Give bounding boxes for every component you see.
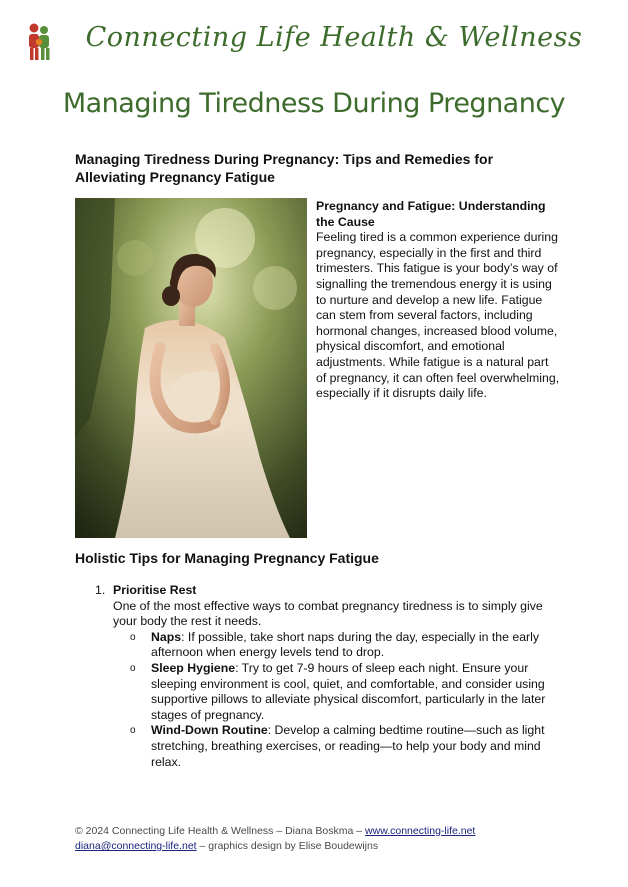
sub-item-text: : Develop a calming bedtime routine—such as light stretching, breathing exercises, or reading—to help your body and mind relax.: [151, 723, 545, 769]
sub-item-text: : If possible, take short naps during the day, especially in the early afternoon when energy levels tend to drop.: [151, 629, 540, 660]
sub-item-term: Wind-Down Routine: [151, 723, 268, 738]
footer: [75, 824, 575, 854]
bullet-icon: o: [130, 662, 136, 674]
website-link[interactable]: www.connecting-life.net: [365, 825, 476, 837]
sub-item-text: : Try to get 7-9 hours of sleep each night. Ensure your sleeping environment is cool, quiet, and comfortable, and consider using supportive pillows to alleviate physical discomfort, particularly in the later stages of pregnancy.: [151, 660, 546, 722]
list-item: [95, 583, 565, 770]
sub-list: [113, 630, 565, 770]
list-number: 1.: [95, 583, 106, 597]
sub-list-item: [113, 630, 565, 661]
sub-item-term: Naps: [151, 629, 182, 644]
tips-list: [95, 583, 565, 770]
intro-section: [316, 199, 562, 402]
footer-copyright: © 2024 Connecting Life Health & Wellness – Diana Boskma –: [75, 825, 366, 837]
list-item-title: Prioritise Rest: [113, 583, 197, 597]
section-title: Holistic Tips for Managing Pregnancy Fatigue: [75, 550, 379, 566]
footer-line-1: [75, 824, 575, 839]
bullet-icon: o: [130, 725, 136, 737]
sub-item-term: Sleep Hygiene: [151, 660, 236, 675]
pregnant-woman-photo: [75, 198, 307, 538]
email-link[interactable]: diana@connecting-life.net: [75, 840, 197, 852]
list-item-body: One of the most effective ways to combat pregnancy tiredness is to simply give your body the rest it needs.: [113, 598, 543, 629]
intro-heading: Pregnancy and Fatigue: Understanding the Cause: [316, 199, 546, 229]
sub-list-item: [113, 723, 565, 770]
page-subtitle: Managing Tiredness During Pregnancy: Tips and Remedies for Alleviating Pregnancy Fatigue: [75, 151, 494, 185]
intro-body: Feeling tired is a common experience during pregnancy, especially in the first and third trimesters. This fatigue is your body’s way of signalling the tremendous energy it is using to nurture and develop a new life. Fatigue can stem from several factors, including hormonal changes, increased blood volume, physical discomfort, and emotional adjustments. While fatigue is a natural part of pregnancy, it can often feel overwhelming, especially if it disrupts daily life.: [316, 230, 560, 401]
bullet-icon: o: [130, 631, 136, 643]
footer-credit: – graphics design by Elise Boudewijns: [196, 840, 379, 852]
sub-list-item: [113, 661, 565, 723]
page-title: Managing Tiredness During Pregnancy: [62, 88, 566, 119]
footer-line-2: [75, 839, 575, 854]
brand-title: Connecting Life Health & Wellness: [85, 22, 583, 53]
